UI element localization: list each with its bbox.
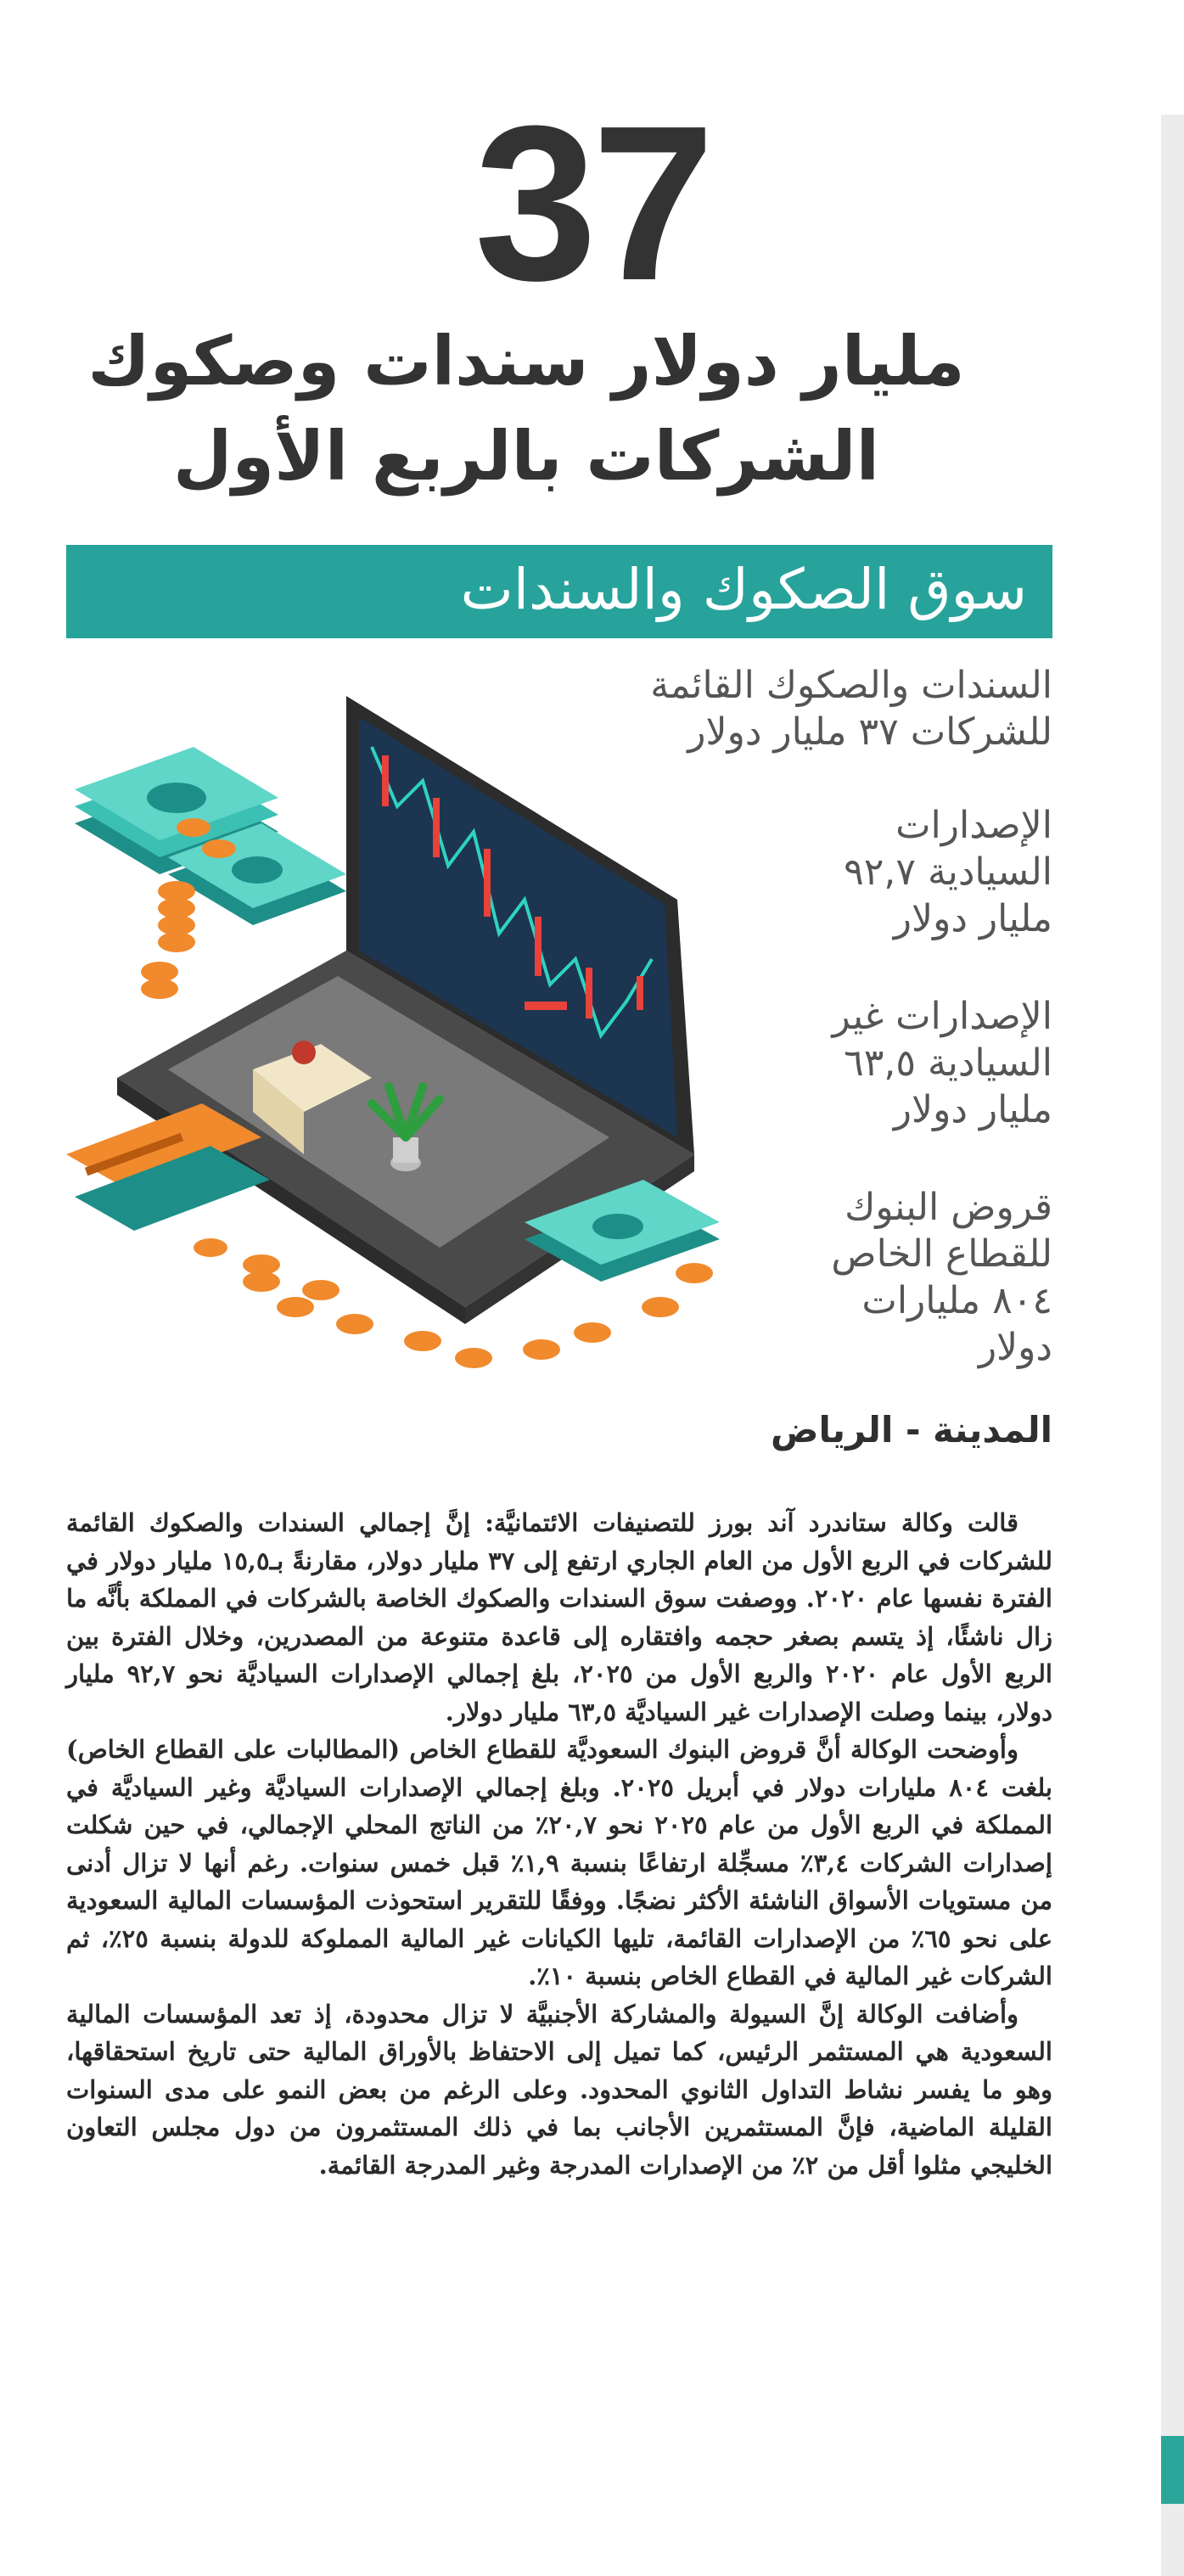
article-paragraph: وأوضحت الوكالة أنَّ قروض البنوك السعوديَّة للقطاع الخاص (المطالبات على القطاع الخاص) بلغت ٨٠٤ مليارات دولار في أبريل ٢٠٢٥. وبلغ إجمالي الإصدارات السياديَّة وغير السياديَّة في المملكة في الربع الأول من عام ٢٠٢٥ نحو ٢٠,٧٪ من الناتج المحلي الإجمالي، في حين شكلت إصدارات الشركات ٣,٤٪ مسجِّلة ارتفاعًا بنسبة ١,٩٪ قبل خمس سنوات. رغم أنها لا تزال أدنى من مستويات الأسواق الناشئة الأكثر نضجًا. ووفقًا للتقرير استحوذت المؤسسات المالية السعودية على نحو ٦٥٪ من الإصدارات القائمة، تليها الكيانات غير المالية المملوكة للدولة بنسبة ٢٥٪، ثم الشركات غير المالية في القطاع الخاص بنسبة ١٠٪. bbox=[66, 1735, 1052, 1990]
dateline: المدينة - الرياض bbox=[771, 1409, 1052, 1451]
page-edge-bar bbox=[1161, 115, 1184, 2576]
headline: مليار دولار سندات وصكوك الشركات بالربع الأول bbox=[87, 322, 965, 496]
stat-non-sovereign-issuance: الإصدارات غير السيادية ٦٣,٥ مليار دولار bbox=[832, 995, 1052, 1131]
article-paragraph: وأضافت الوكالة إنَّ السيولة والمشاركة الأجنبيَّة لا تزال محدودة، إذ تعد المؤسسات المالية السعودية هي المستثمر الرئيس، كما تميل إلى الاحتفاظ بالأوراق المالية حتى تاريخ استحقاقها، وهو ما يفسر نشاط التداول الثانوي المحدود. وعلى الرغم من بعض النمو على مدى السنوات القليلة الماضية، فإنَّ المستثمرين الأجانب بما في ذلك المستثمرون من دول مجلس التعاون الخليجي مثلوا أقل من ٢٪ من الإصدارات المدرجة وغير المدرجة القائمة. bbox=[66, 1999, 1052, 2180]
page-edge-accent bbox=[1161, 2436, 1184, 2504]
stat-corporate-bonds: السندات والصكوك القائمة للشركات ٣٧ مليار دولار bbox=[650, 664, 1052, 754]
stat-bank-loans: قروض البنوك للقطاع الخاص ٨٠٤ مليارات دولار bbox=[831, 1186, 1052, 1369]
stat-sovereign-issuance: الإصدارات السيادية ٩٢,٧ مليار دولار bbox=[844, 804, 1052, 940]
money-stack-icon bbox=[75, 747, 346, 925]
section-band-title: سوق الصكوك والسندات bbox=[460, 557, 1027, 622]
article-paragraph: قالت وكالة ستاندرد آند بورز للتصنيفات الائتمانيَّة: إنَّ إجمالي السندات والصكوك القائمة للشركات في الربع الأول من العام الجاري ارتفع إلى ٣٧ مليار دولار، مقارنةً بـ١٥,٥ مليار دولار في الفترة نفسها عام ٢٠٢٠. ووصفت سوق السندات والصكوك الخاصة بالشركات في المملكة بأنَّه ما زال ناشئًا، إذ يتسم بصغر حجمه وافتقاره إلى قاعدة متنوعة من المصدرين، وخلال الفترة بين الربع الأول عام ٢٠٢٠ والربع الأول من ٢٠٢٥، بلغ إجمالي الإصدارات السياديَّة نحو ٩٢,٧ مليار دولار، بينما وصلت الإصدارات غير السياديَّة ٦٣,٥ مليار دولار. bbox=[66, 1508, 1052, 1726]
trading-laptop-illustration bbox=[66, 679, 728, 1400]
article-body bbox=[66, 1504, 1052, 2184]
section-band bbox=[66, 545, 1052, 638]
headline-number: 37 bbox=[474, 81, 710, 327]
